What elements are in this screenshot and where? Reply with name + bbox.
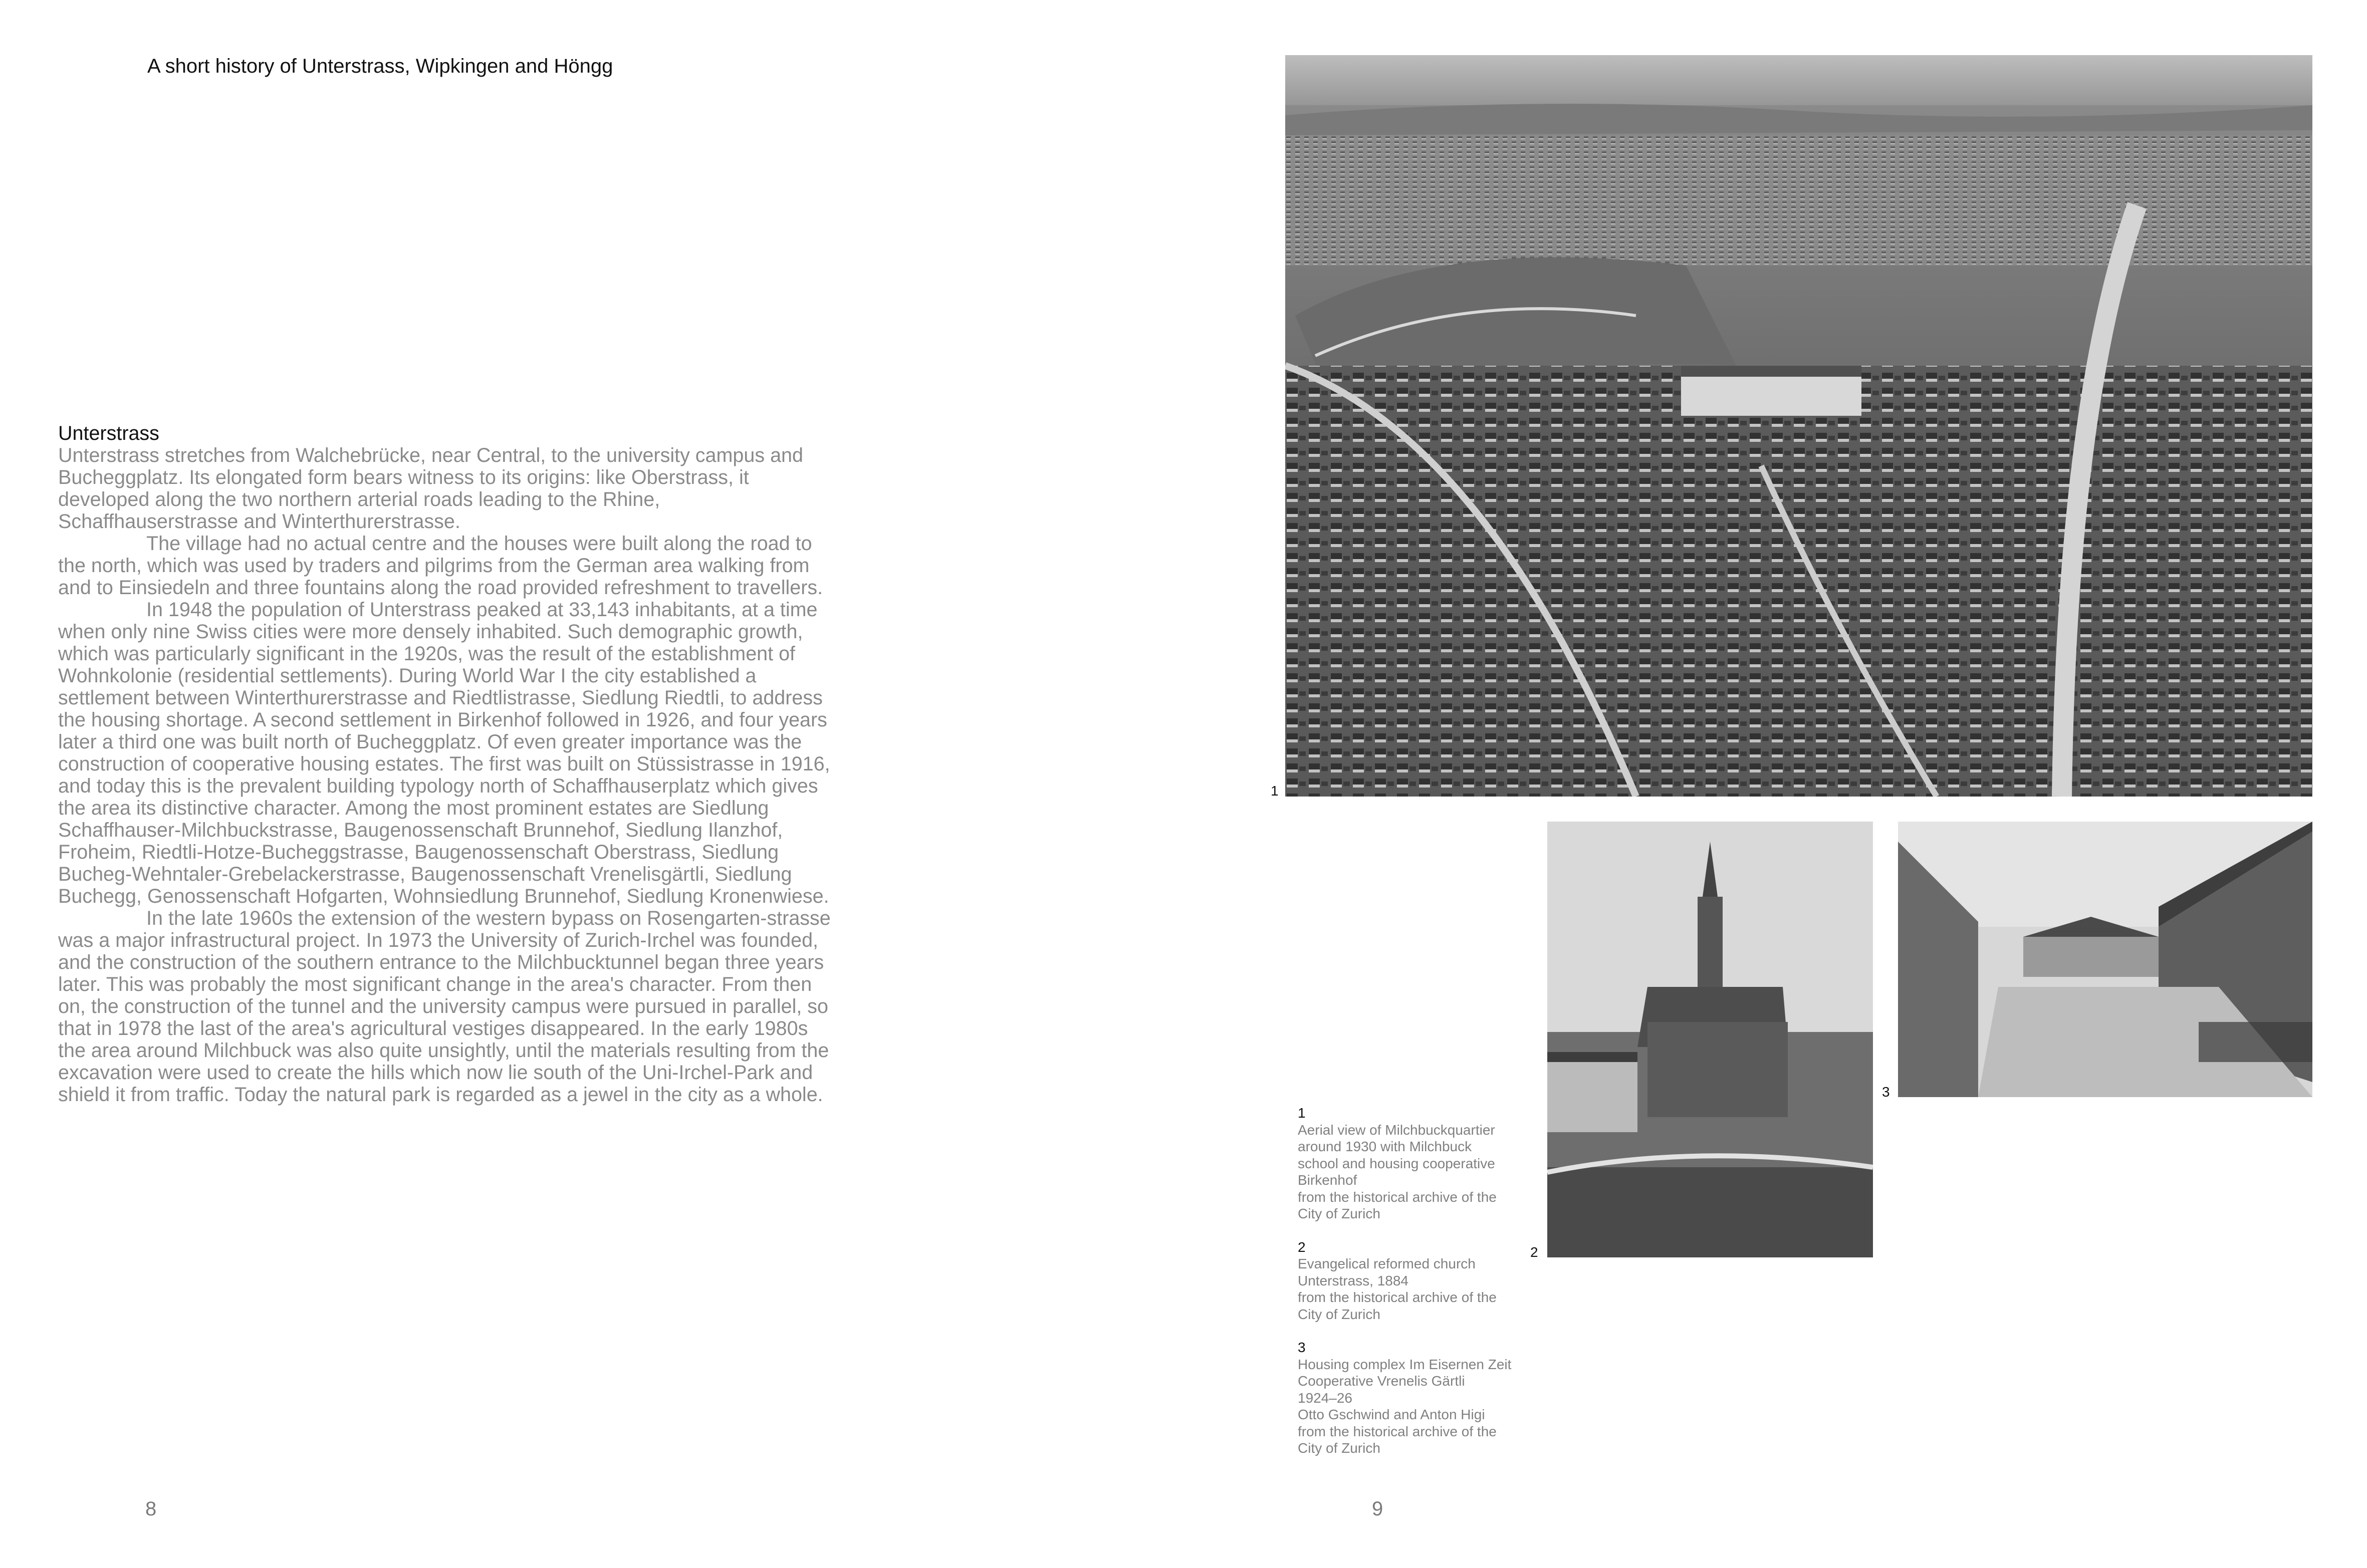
caption-line: City of Zurich [1298,1206,1380,1221]
housing-photo [1898,822,2312,1097]
plate-captions [1298,1105,1538,1473]
church-photo-image [1547,822,1873,1257]
caption-line: school and housing cooperative [1298,1155,1495,1171]
caption-line: Housing complex Im Eisernen Zeit [1298,1356,1512,1372]
caption-line: Evangelical reformed church [1298,1256,1476,1271]
caption-2 [1298,1239,1538,1323]
caption-line: City of Zurich [1298,1440,1380,1456]
plate-number-3: 3 [1882,1084,1890,1100]
caption-number: 2 [1298,1239,1306,1255]
caption-line: from the historical archive of the [1298,1189,1497,1205]
church-photo [1547,822,1873,1257]
caption-number: 3 [1298,1340,1306,1355]
aerial-photo [1285,55,2312,797]
section-unterstrass [58,422,840,1106]
page-number-right: 9 [1372,1498,1383,1520]
caption-line: from the historical archive of the [1298,1289,1497,1305]
caption-1 [1298,1105,1538,1222]
housing-photo-image [1898,822,2312,1097]
caption-line: Aerial view of Milchbuckquartier [1298,1122,1495,1138]
caption-line: City of Zurich [1298,1306,1380,1322]
page-number-left: 8 [145,1498,157,1520]
plate-number-2: 2 [1530,1244,1538,1260]
section-heading: Unterstrass [58,422,159,444]
caption-number: 1 [1298,1105,1306,1121]
caption-line: Cooperative Vrenelis Gärtli [1298,1373,1465,1389]
running-head: A short history of Unterstrass, Wipkingen and Höngg [147,55,613,77]
caption-line: Unterstrass, 1884 [1298,1272,1408,1288]
caption-line: around 1930 with Milchbuck [1298,1139,1472,1154]
paragraph-1: Unterstrass stretches from Walchebrücke, near Central, to the university campus and Bucheggplatz. Its elongated form bears witness to its origins: like Oberstrass, it developed along the two northern arterial roads leading to the Rhine, Schaffhauserstrasse and Winterthurerstrasse. [58,444,803,533]
paragraph-3: In 1948 the population of Unterstrass peaked at 33,143 inhabitants, at a time when only nine Swiss cities were more densely inhabited. Such demographic growth, which was particularly significant in the 1920s, was the result of the establishment of Wohnkolonie (residential settlements). During World War I the city established a settlement between Winterthurerstrasse and Riedtlistrasse, Siedlung Riedtli, to address the housing shortage. A second settlement in Birkenhof followed in 1926, and four years later a third one was built north of Bucheggplatz. Of even greater importance was the construction of cooperative housing estates. The first was built on Stüssistrasse in 1916, and today this is the prevalent building typology north of Schaffhauserplatz which gives the area its distinctive character. Among the most prominent estates are Siedlung Schaffhauser-Milchbuckstrasse, Baugenossenschaft Brunnehof, Siedlung Ilanzhof, Froheim, Riedtli-Hotze-Bucheggstrasse, Baugenossenschaft Oberstrass, Siedlung Bucheg-Wehntaler-Grebelackerstrasse, Baugenossenschaft Vrenelisgärtli, Siedlung Buchegg, Genossenschaft Hofgarten, Wohnsiedlung Brunnehof, Siedlung Kronenwiese. [58,599,830,907]
caption-3 [1298,1339,1538,1457]
caption-line: Birkenhof [1298,1172,1357,1188]
caption-line: 1924–26 [1298,1390,1353,1406]
paragraph-2: The village had no actual centre and the houses were built along the road to the north, which was used by traders and pilgrims from the German area walking from and to Einsiedeln and three fountains along the road provided refreshment to travellers. [58,533,823,599]
plate-number-1: 1 [1271,783,1279,799]
aerial-photo-image [1285,55,2312,797]
caption-line: Otto Gschwind and Anton Higi [1298,1407,1485,1422]
paragraph-4: In the late 1960s the extension of the western bypass on Rosengarten-strasse was a major infrastructural project. In 1973 the University of Zurich-Irchel was founded, and the construction of the southern entrance to the Milchbucktunnel began three years later. This was probably the most significant change in the area's character. From then on, the construction of the tunnel and the university campus were pursued in parallel, so that in 1978 the last of the area's agricultural vestiges disappeared. In the early 1980s the area around Milchbuck was also quite unsightly, until the materials resulting from the excavation were used to create the hills which now lie south of the Uni-Irchel-Park and shield it from traffic. Today the natural park is regarded as a jewel in the city as a whole. [58,907,831,1106]
caption-line: from the historical archive of the [1298,1423,1497,1439]
